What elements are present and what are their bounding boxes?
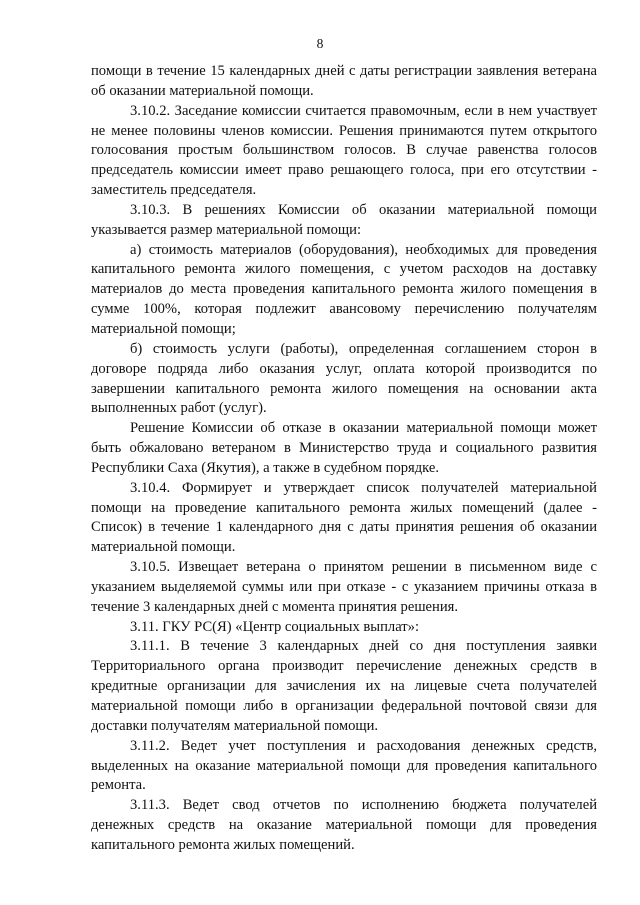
paragraph-3-11: 3.11. ГКУ РС(Я) «Центр социальных выплат»:	[130, 618, 420, 635]
page-number: 8	[316, 36, 324, 51]
paragraph-3-11-2: 3.11.2. Ведет учет поступления и расходования денежных средств, выделенных на оказание материальной помощи для проведения капитального ремонта.	[91, 737, 597, 794]
paragraph-3-10-4: 3.10.4. Формирует и утверждает список получателей материальной помощи на проведение капитального ремонта жилых помещений (далее - Список) в течение 1 календарного дня с даты принятия решения об оказании материальной помощи.	[91, 479, 597, 556]
paragraph-item-b: б) стоимость услуги (работы), определенная соглашением сторон в договоре подряда либо оказания услуг, оплата которой производится по завершении капитального ремонта жилого помещения на основании акта выполненных работ (услуг).	[91, 340, 597, 417]
paragraph-3-10-3: 3.10.3. В решениях Комиссии об оказании материальной помощи указывается размер материальной помощи:	[91, 201, 597, 238]
paragraph-3-10-5: 3.10.5. Извещает ветерана о принятом решении в письменном виде с указанием выделяемой суммы или при отказе - с указанием причины отказа в течение 3 календарных дней с момента принятия решения.	[91, 559, 597, 615]
paragraph-3-11-1: 3.11.1. В течение 3 календарных дней со дня поступления заявки Территориального органа производит перечисление денежных средств в кредитные организации для зачисления их на лицевые счета получателей материальной помощи либо в организации федеральной почтовой связи для доставки получателям материальной помощи.	[91, 638, 597, 734]
paragraph-3-10-2: 3.10.2. Заседание комиссии считается правомочным, если в нем участвует не менее половины членов комиссии. Решения принимаются путем открытого голосования простым большинством голосов. В случае равенства голосов председатель комиссии имеет право решающего голоса, при его отсутствии - заместитель председателя.	[91, 102, 597, 199]
paragraph-continuation: помощи в течение 15 календарных дней с даты регистрации заявления ветерана об оказании материальной помощи.	[91, 63, 597, 99]
paragraph-appeal: Решение Комиссии об отказе в оказании материальной помощи может быть обжаловано ветераном в Министерство труда и социального развития Республики Саха (Якутия), а также в судебном порядке.	[91, 420, 597, 476]
document-body	[91, 62, 597, 856]
paragraph-3-11-3: 3.11.3. Ведет свод отчетов по исполнению бюджета получателей денежных средств на оказание материальной помощи для проведения капитального ремонта жилых помещений.	[91, 797, 597, 853]
paragraph-item-a: а) стоимость материалов (оборудования), необходимых для проведения капитального ремонта жилого помещения, с учетом расходов на доставку материалов до места проведения капитального ремонта жилого помещения в сумме 100%, которая подлежит авансовому перечислению получателям материальной помощи;	[91, 241, 597, 337]
